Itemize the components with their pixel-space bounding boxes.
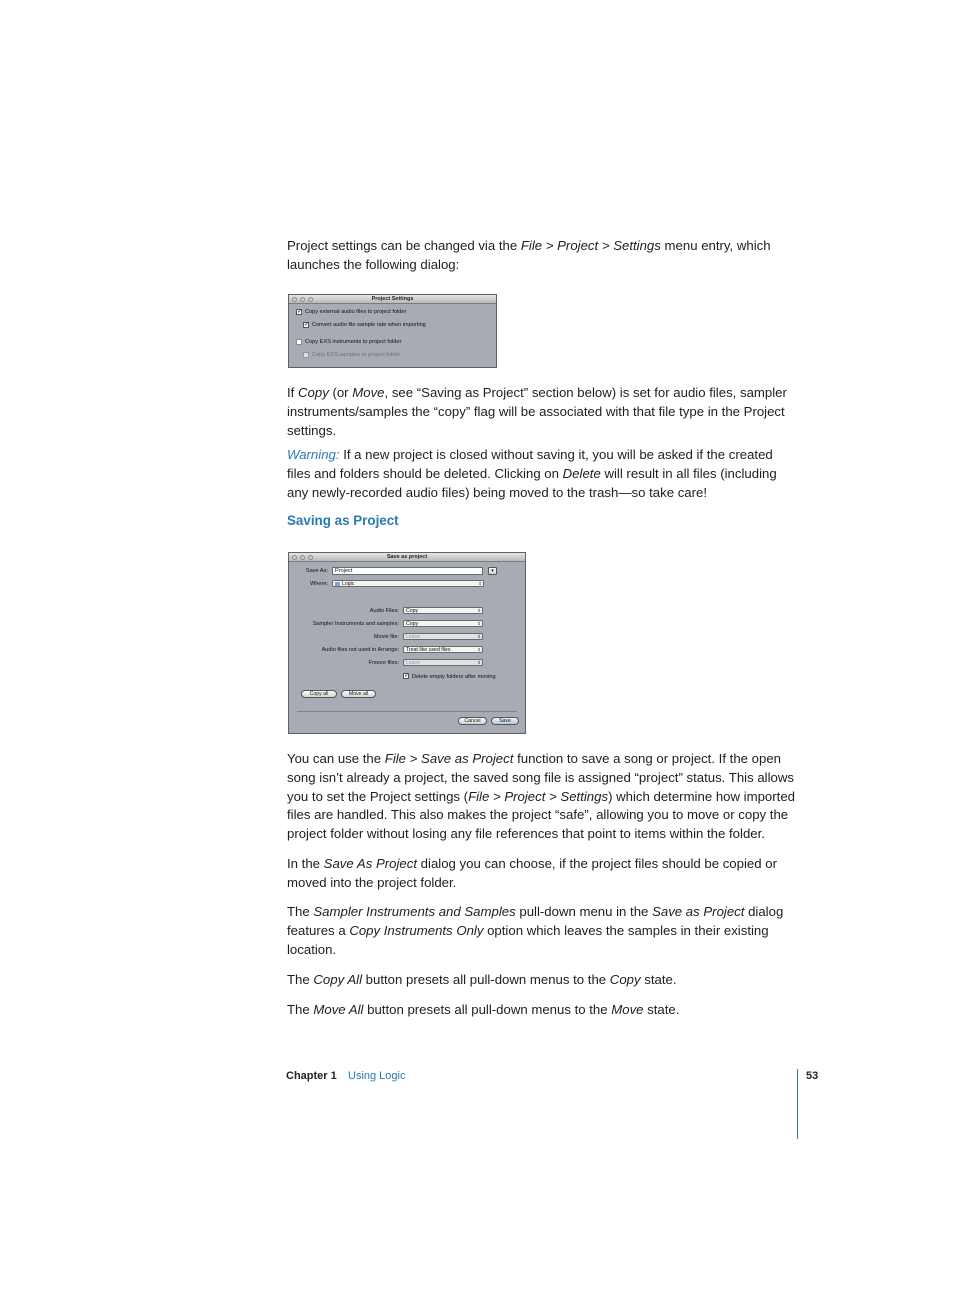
convert-sample-rate-label: Convert audio file sample rate when importing <box>312 322 426 328</box>
term: Save as Project <box>652 904 745 919</box>
sampler-instruments-label: Sampler Instruments and samples: <box>312 621 399 627</box>
unused-audio-label: Audio files not used in Arrange: <box>321 647 399 653</box>
cancel-button[interactable]: Cancel <box>458 717 487 725</box>
save-as-field[interactable]: Project <box>332 567 483 575</box>
text: The <box>287 904 314 919</box>
move-all-paragraph <box>287 1001 797 1020</box>
save-as-label: Save As: <box>305 568 328 574</box>
text: In the <box>287 856 324 871</box>
copy-exs-instruments-checkbox[interactable] <box>296 339 302 345</box>
titlebar <box>289 553 525 562</box>
copy-move-paragraph <box>287 384 797 440</box>
term: Save As Project <box>323 856 418 871</box>
warning-label: Warning: <box>287 447 340 462</box>
save-as-project-dialog <box>288 552 526 734</box>
popup-value: Copy <box>406 608 419 614</box>
text: If <box>287 385 298 400</box>
popup-arrow-icon: ⇕ <box>477 608 481 613</box>
popup-value: Leave <box>406 634 421 640</box>
chevron-down-icon: ▾ <box>491 568 494 574</box>
text: ) which determine how imported files are handled. This also makes the project “safe”, allowing you to move or copy the project folder without losing any file references that point to items within the folder. <box>287 788 795 842</box>
text: menu entry, which launches the following dialog: <box>287 238 771 272</box>
page-number: 53 <box>806 1070 819 1082</box>
copy-audio-checkbox[interactable]: ✓ <box>297 309 303 315</box>
text: state. <box>643 1002 680 1017</box>
delete-empty-folders-label: Delete empty folders after moving <box>412 674 496 680</box>
section-heading: Saving as Project <box>287 513 399 528</box>
text: dialog features a <box>287 904 784 938</box>
sampler-instruments-popup[interactable] <box>403 620 483 627</box>
copy-all-paragraph <box>287 971 797 990</box>
popup-arrow-icon: ⇕ <box>477 634 481 639</box>
term: Copy <box>298 385 329 400</box>
warning-paragraph <box>287 446 797 502</box>
audio-files-popup[interactable] <box>403 607 483 614</box>
where-label: Where: <box>309 581 328 587</box>
text: The <box>287 972 314 987</box>
footer-chapter-title[interactable]: Using Logic <box>348 1070 406 1082</box>
term: Copy Instruments Only <box>349 922 484 938</box>
menu-path: File > Project > Settings <box>520 238 661 253</box>
popup-value: Copy <box>406 621 419 627</box>
text: (or <box>328 385 353 400</box>
movie-file-popup[interactable] <box>403 633 483 640</box>
text: dialog you can choose, if the project files should be copied or moved into the project folder. <box>287 856 777 890</box>
dialog-title: Project Settings <box>371 295 414 302</box>
text: option which leaves the samples in their existing location. <box>287 922 769 957</box>
term: Delete <box>562 465 601 481</box>
term: Copy All <box>313 972 363 987</box>
copy-exs-instruments-label: Copy EXS instruments to project folder <box>305 339 402 345</box>
unused-audio-popup[interactable] <box>403 646 483 653</box>
intro-paragraph <box>287 237 797 275</box>
move-all-button[interactable]: Move all <box>341 690 376 698</box>
where-popup[interactable] <box>332 580 484 587</box>
term: Move <box>352 385 385 400</box>
popup-arrow-icon: ⇕ <box>477 660 481 665</box>
text: pull-down menu in the <box>515 904 653 919</box>
menu-path: File > Project > Settings <box>468 788 609 804</box>
convert-sample-rate-checkbox[interactable]: ✓ <box>304 322 310 328</box>
text: If a new project is closed without saving it, you will be asked if the created files and folders should be deleted. Clicking on <box>287 447 773 481</box>
footer-chapter: Chapter 1 <box>286 1070 337 1082</box>
term: Move <box>611 1002 644 1017</box>
popup-arrow-icon: ⇕ <box>477 647 481 652</box>
divider <box>297 711 517 712</box>
text: button presets all pull-down menus to the <box>362 972 610 987</box>
copy-exs-samples-label: Copy EXS samples to project folder <box>312 352 401 358</box>
text: button presets all pull-down menus to the <box>363 1002 612 1017</box>
text: Project settings can be changed via the <box>287 238 521 253</box>
popup-value: Treat like used files <box>406 647 451 653</box>
movie-file-label: Movie file: <box>373 634 399 640</box>
where-value: Logic <box>342 581 355 587</box>
text: , see “Saving as Project” section below) is set for audio files, sampler instruments/samples the “copy” flag will be associated with that file type in the Project settings. <box>287 385 787 438</box>
menu-path: File > Save as Project <box>384 751 514 766</box>
footer-rule <box>797 1069 798 1139</box>
freeze-files-popup[interactable] <box>403 659 483 666</box>
folder-icon <box>335 582 340 586</box>
project-settings-dialog <box>288 294 497 368</box>
popup-arrow-icon: ⇕ <box>478 581 482 586</box>
term: Sampler Instruments and Samples <box>313 904 516 919</box>
freeze-files-label: Freeze files: <box>368 660 399 666</box>
delete-empty-folders-checkbox[interactable]: ✓ <box>404 673 410 679</box>
term: Copy <box>609 972 641 987</box>
dialog-title: Save as project <box>386 553 428 560</box>
text: will result in all files (including any newly-recorded audio files) being moved to the trash—so take care! <box>287 465 777 500</box>
text: state. <box>640 972 677 987</box>
save-button[interactable]: Save <box>491 717 519 725</box>
text: You can use the <box>287 751 385 766</box>
dialog-choice-paragraph <box>287 855 797 893</box>
titlebar <box>289 295 496 304</box>
copy-all-button[interactable]: Copy all <box>301 690 337 698</box>
popup-value: Leave <box>406 660 421 666</box>
audio-files-label: Audio Files: <box>369 608 399 614</box>
term: Move All <box>313 1002 364 1017</box>
expand-button[interactable] <box>488 567 497 575</box>
sampler-paragraph <box>287 903 797 959</box>
save-as-project-paragraph <box>287 750 797 844</box>
text: The <box>287 1002 314 1017</box>
copy-audio-label: Copy external audio files to project folder <box>305 309 407 315</box>
text: function to save a song or project. If the open song isn’t already a project, the saved song file is assigned “project” status. This allows you to set the Project settings ( <box>287 751 794 804</box>
popup-arrow-icon: ⇕ <box>477 621 481 626</box>
copy-exs-samples-checkbox[interactable] <box>303 352 309 358</box>
